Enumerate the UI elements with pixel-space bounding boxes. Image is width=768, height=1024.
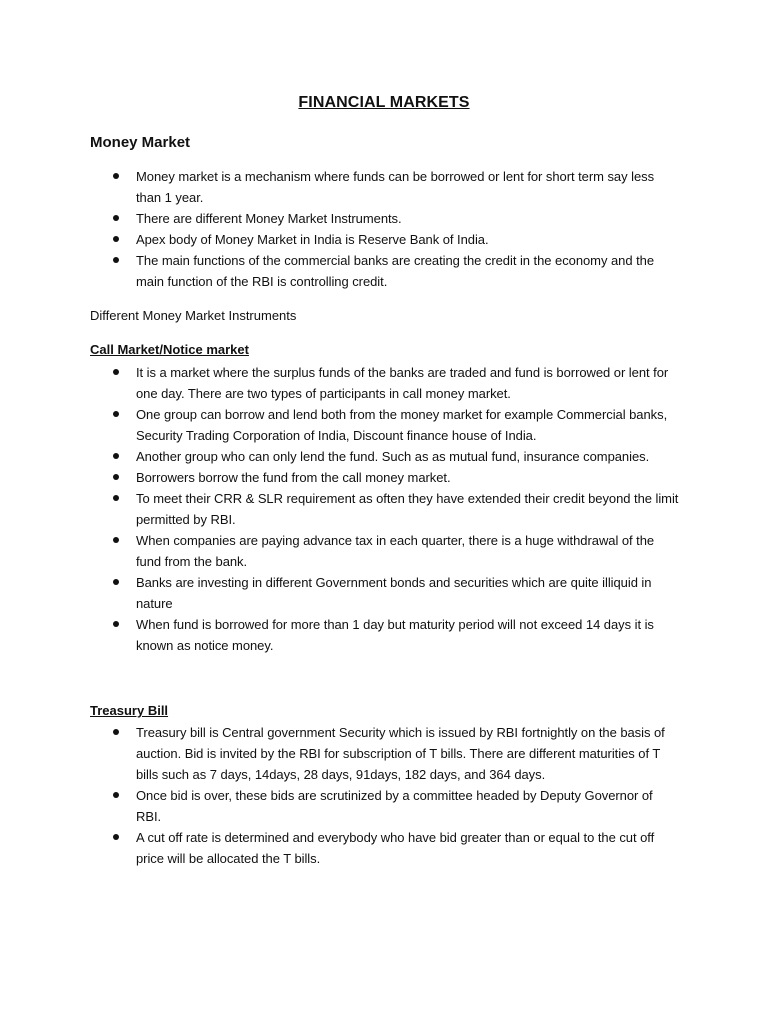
instruments-intro: Different Money Market Instruments xyxy=(90,308,297,323)
document-title: FINANCIAL MARKETS xyxy=(298,94,470,111)
list-item: Apex body of Money Market in India is Reserve Bank of India. xyxy=(90,229,680,250)
list-item: A cut off rate is determined and everybody who have bid greater than or equal to the cut off price will be allocated the T bills. xyxy=(90,827,680,869)
list-item: To meet their CRR & SLR requirement as often they have extended their credit beyond the limit permitted by RBI. xyxy=(90,488,680,530)
call-market-list xyxy=(90,362,680,656)
list-item: Treasury bill is Central government Security which is issued by RBI fortnightly on the basis of auction. Bid is invited by the RBI for subscription of T bills. There are different maturities of T bills such as 7 days, 14days, 28 days, 91days, 182 days, and 364 days. xyxy=(90,722,680,785)
list-item: One group can borrow and lend both from the money market for example Commercial banks, Security Trading Corporation of India, Discount finance house of India. xyxy=(90,404,680,446)
list-item: Once bid is over, these bids are scrutinized by a committee headed by Deputy Governor of RBI. xyxy=(90,785,680,827)
list-item: Another group who can only lend the fund. Such as as mutual fund, insurance companies. xyxy=(90,446,680,467)
list-item: It is a market where the surplus funds of the banks are traded and fund is borrowed or lent for one day. There are two types of participants in call money market. xyxy=(90,362,680,404)
call-market-heading: Call Market/Notice market xyxy=(90,342,249,357)
list-item: Money market is a mechanism where funds can be borrowed or lent for short term say less than 1 year. xyxy=(90,166,680,208)
list-item: When fund is borrowed for more than 1 day but maturity period will not exceed 14 days it is known as notice money. xyxy=(90,614,680,656)
list-item: Borrowers borrow the fund from the call money market. xyxy=(90,467,680,488)
list-item: The main functions of the commercial banks are creating the credit in the economy and the main function of the RBI is controlling credit. xyxy=(90,250,680,292)
treasury-bill-list xyxy=(90,722,680,869)
money-market-heading: Money Market xyxy=(90,134,191,151)
money-market-list xyxy=(90,166,680,292)
list-item: Banks are investing in different Government bonds and securities which are quite illiquid in nature xyxy=(90,572,680,614)
list-item: When companies are paying advance tax in each quarter, there is a huge withdrawal of the fund from the bank. xyxy=(90,530,680,572)
list-item: There are different Money Market Instruments. xyxy=(90,208,680,229)
treasury-bill-heading: Treasury Bill xyxy=(90,703,169,718)
